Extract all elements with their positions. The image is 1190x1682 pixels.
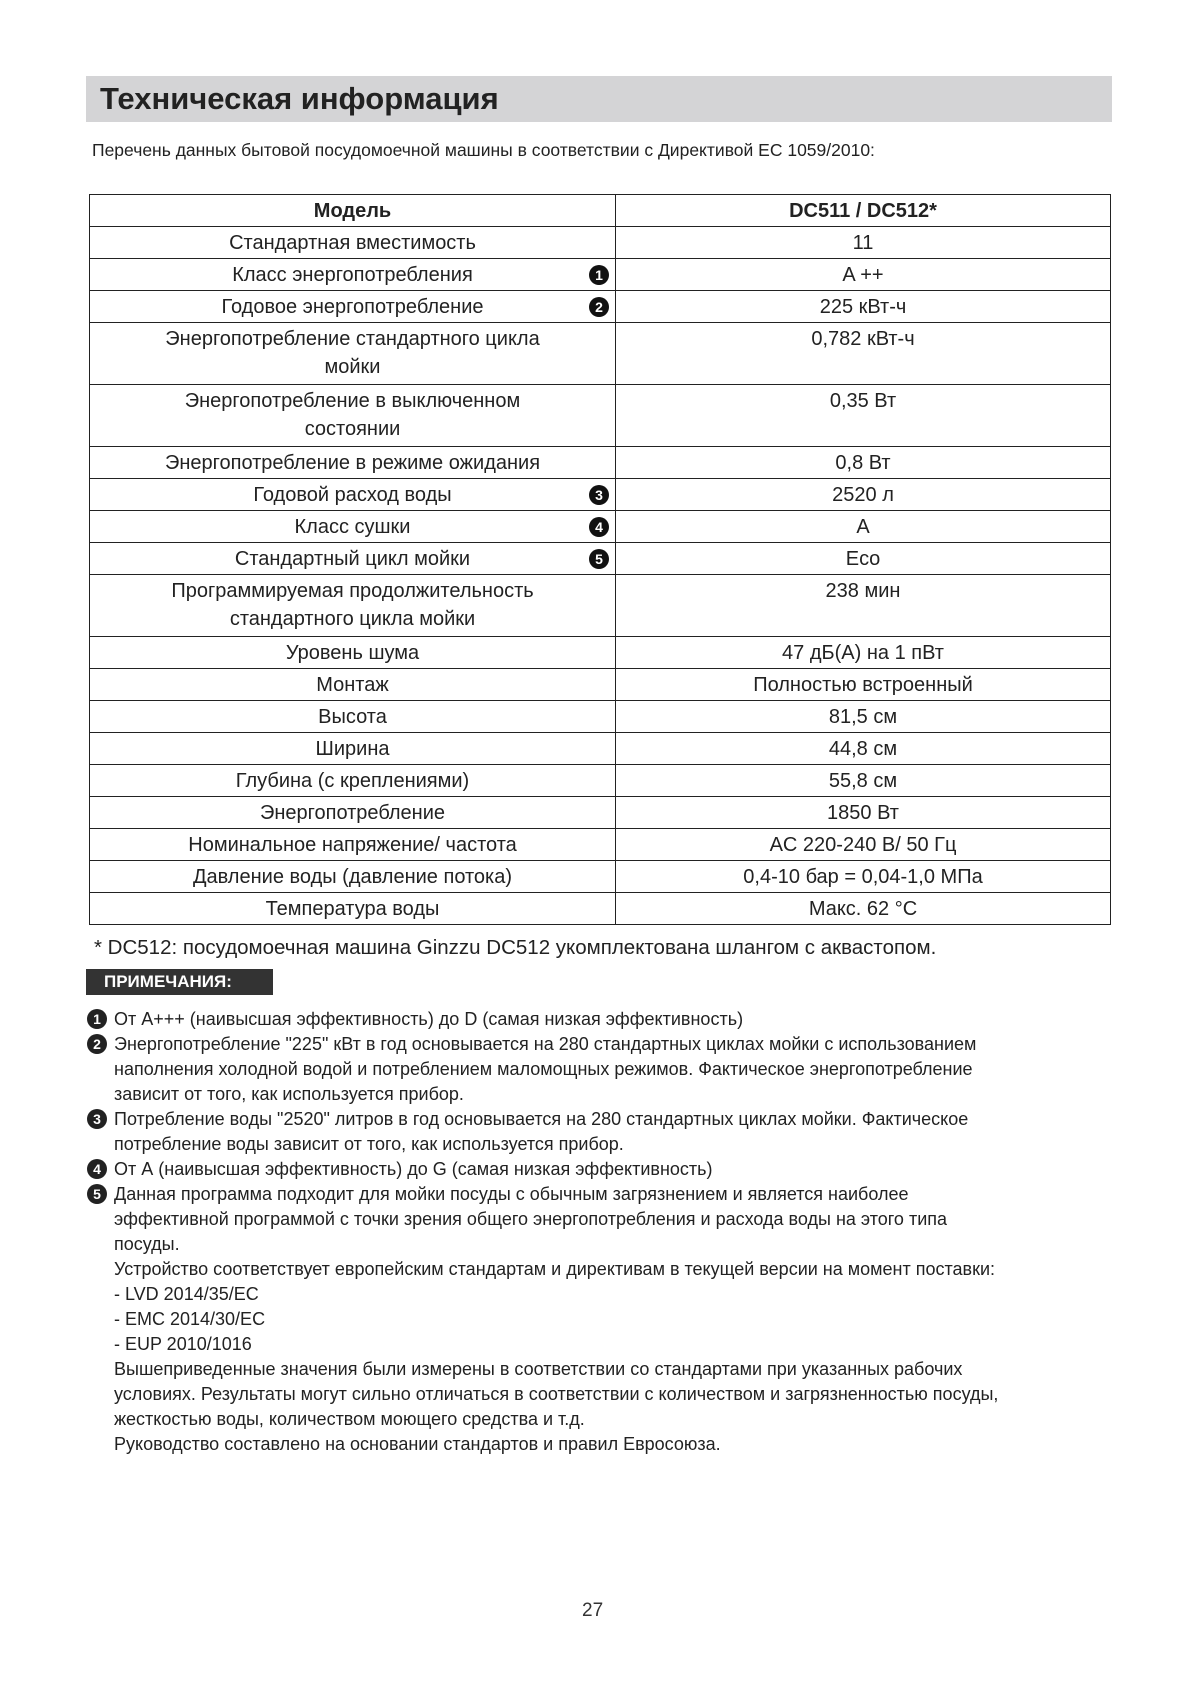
- note-row: [86, 1232, 1112, 1257]
- table-row: [90, 291, 1111, 323]
- subtitle: Перечень данных бытовой посудомоечной машины в соответствии с Директивой ЕС 1059/2010:: [92, 140, 875, 160]
- row-label-text: Класс энергопотребления: [232, 264, 473, 286]
- row-label-text: Стандартная вместимость: [229, 232, 476, 254]
- table-row: [90, 829, 1111, 861]
- row-label-text: Температура воды: [265, 898, 440, 920]
- note-line: условиях. Результаты могут сильно отличаться в соответствии с количеством и загрязненностью посуды,: [114, 1384, 999, 1404]
- note-line: - EUP 2010/1016: [114, 1334, 252, 1354]
- note-row: [86, 1007, 1112, 1032]
- row-value: A ++: [616, 259, 1111, 291]
- note-number-badge-icon: 1: [589, 265, 609, 285]
- row-label-text: Класс сушки: [294, 516, 411, 538]
- row-label-text: Годовое энергопотребление: [221, 296, 484, 318]
- note-number-badge-icon: 3: [87, 1109, 107, 1129]
- row-label: [90, 861, 616, 893]
- table-row: [90, 323, 1111, 385]
- note-badge-slot: [86, 1432, 114, 1457]
- note-line: жесткостью воды, количеством моющего средства и т.д.: [114, 1409, 585, 1429]
- note-badge-slot: [86, 1357, 114, 1382]
- row-value: AC 220-240 В/ 50 Гц: [616, 829, 1111, 861]
- row-label-text: Энергопотребление: [259, 802, 446, 824]
- row-label-text: Программируемая продолжительность стандартного цикла мойки: [171, 580, 534, 630]
- table-row: [90, 637, 1111, 669]
- table-row: [90, 733, 1111, 765]
- note-line: Данная программа подходит для мойки посуды с обычным загрязнением и является наиболее: [114, 1184, 909, 1204]
- row-label: [90, 797, 616, 829]
- note-number-badge-icon: 2: [87, 1034, 107, 1054]
- note-badge-slot: [86, 1082, 114, 1107]
- row-label: [90, 733, 616, 765]
- row-label-text: Глубина (с креплениями): [235, 770, 470, 792]
- note-badge-slot: [86, 1332, 114, 1357]
- note-badge-slot: [86, 1307, 114, 1332]
- note-line: - EMC 2014/30/EC: [114, 1309, 266, 1329]
- note-row: [86, 1307, 1112, 1332]
- row-label-text: Номинальное напряжение/ частота: [188, 834, 517, 856]
- note-row: [86, 1207, 1112, 1232]
- row-label: [90, 701, 616, 733]
- note-badge-slot: [86, 1132, 114, 1157]
- note-line: Руководство составлено на основании стандартов и правил Евросоюза.: [114, 1434, 721, 1454]
- note-line: наполнения холодной водой и потреблением маломощных режимов. Фактическое энергопотребление: [114, 1059, 973, 1079]
- page-title: Техническая информация: [100, 81, 499, 116]
- row-label: [90, 511, 616, 543]
- note-line: посуды.: [114, 1234, 180, 1254]
- note-badge-slot: [86, 1257, 114, 1282]
- note-line: Потребление воды "2520" литров в год основывается на 280 стандартных циклах мойки. Фактическое: [114, 1109, 969, 1129]
- note-row: [86, 1257, 1112, 1282]
- row-value: 0,8 Вт: [616, 447, 1111, 479]
- notes-list: [86, 1007, 1112, 1457]
- note-badge-slot: [86, 1157, 114, 1182]
- spec-table: [89, 194, 1111, 925]
- row-value: 81,5 см: [616, 701, 1111, 733]
- note-line: Энергопотребление "225" кВт в год основывается на 280 стандартных циклах мойки с использованием: [114, 1034, 977, 1054]
- note-row: [86, 1057, 1112, 1082]
- row-label-text: Стандартный цикл мойки: [234, 548, 471, 570]
- note-line: Устройство соответствует европейским стандартам и директивам в текущей версии на момент поставки:: [114, 1259, 996, 1279]
- note-row: [86, 1132, 1112, 1157]
- row-label: [90, 227, 616, 259]
- row-value: 0,4-10 бар = 0,04-1,0 МПа: [616, 861, 1111, 893]
- row-label: [90, 479, 616, 511]
- table-row: [90, 861, 1111, 893]
- note-number-badge-icon: 3: [589, 485, 609, 505]
- row-value: A: [616, 511, 1111, 543]
- page-content: [86, 76, 1112, 1457]
- row-value: 2520 л: [616, 479, 1111, 511]
- note-badge-slot: [86, 1007, 114, 1032]
- note-row: [86, 1357, 1112, 1382]
- table-row: [90, 227, 1111, 259]
- row-label-text: Энергопотребление стандартного цикла мойки: [165, 328, 540, 378]
- note-number-badge-icon: 2: [589, 297, 609, 317]
- note-line: потребление воды зависит от того, как используется прибор.: [114, 1134, 624, 1154]
- row-value: 238 мин: [616, 575, 1111, 637]
- row-value: 55,8 см: [616, 765, 1111, 797]
- row-label-text: Ширина: [315, 738, 390, 760]
- table-row: [90, 511, 1111, 543]
- row-label-text: Годовой расход воды: [253, 484, 452, 506]
- note-number-badge-icon: 1: [87, 1009, 107, 1029]
- row-label: [90, 543, 616, 575]
- row-label-text: Высота: [318, 706, 387, 728]
- row-label: [90, 893, 616, 925]
- note-line: - LVD 2014/35/EC: [114, 1284, 259, 1304]
- table-row: [90, 385, 1111, 447]
- row-label: [90, 447, 616, 479]
- note-badge-slot: [86, 1207, 114, 1232]
- header-label: Модель: [90, 195, 616, 227]
- row-value: 44,8 см: [616, 733, 1111, 765]
- table-row: [90, 765, 1111, 797]
- note-number-badge-icon: 4: [87, 1159, 107, 1179]
- note-badge-slot: [86, 1107, 114, 1132]
- row-label: [90, 259, 616, 291]
- row-label-text: Уровень шума: [285, 642, 420, 664]
- table-row: [90, 669, 1111, 701]
- note-row: [86, 1082, 1112, 1107]
- note-row: [86, 1157, 1112, 1182]
- table-row: [90, 893, 1111, 925]
- row-value: 1850 Вт: [616, 797, 1111, 829]
- row-label-text: Давление воды (давление потока): [192, 866, 513, 888]
- note-badge-slot: [86, 1232, 114, 1257]
- row-value: Макс. 62 °C: [616, 893, 1111, 925]
- row-label: [90, 323, 616, 385]
- note-row: [86, 1382, 1112, 1407]
- row-label: [90, 575, 616, 637]
- note-line: От А+++ (наивысшая эффективность) до D (самая низкая эффективность): [114, 1009, 744, 1029]
- header-value: DC511 / DC512*: [616, 195, 1111, 227]
- note-line: эффективной программой с точки зрения общего энергопотребления и расхода воды на этого типа: [114, 1209, 948, 1229]
- footnote: * DC512: посудомоечная машина Ginzzu DC512 укомплектована шлангом с аквастопом.: [94, 936, 937, 959]
- row-label-text: Монтаж: [316, 674, 389, 696]
- note-line: От А (наивысшая эффективность) до G (самая низкая эффективность): [114, 1159, 713, 1179]
- table-row: [90, 259, 1111, 291]
- row-label: [90, 765, 616, 797]
- row-value: Eco: [616, 543, 1111, 575]
- note-line: зависит от того, как используется прибор.: [114, 1084, 464, 1104]
- row-label: [90, 291, 616, 323]
- note-badge-slot: [86, 1057, 114, 1082]
- table-row: [90, 479, 1111, 511]
- row-label-text: Энергопотребление в выключенном состоянии: [184, 390, 521, 440]
- note-row: [86, 1432, 1112, 1457]
- row-value: Полностью встроенный: [616, 669, 1111, 701]
- table-row: [90, 575, 1111, 637]
- title-bar: [86, 76, 1112, 122]
- table-row: [90, 701, 1111, 733]
- note-line: Вышеприведенные значения были измерены в соответствии со стандартами при указанных рабочих: [114, 1359, 963, 1379]
- note-row: [86, 1282, 1112, 1307]
- note-badge-slot: [86, 1282, 114, 1307]
- table-row: [90, 543, 1111, 575]
- note-badge-slot: [86, 1032, 114, 1057]
- note-row: [86, 1407, 1112, 1432]
- note-row: [86, 1182, 1112, 1207]
- note-number-badge-icon: 5: [589, 549, 609, 569]
- row-label: [90, 637, 616, 669]
- notes-heading: ПРИМЕЧАНИЯ:: [86, 969, 273, 995]
- row-label-text: Энергопотребление в режиме ожидания: [164, 452, 541, 474]
- row-value: 225 кВт-ч: [616, 291, 1111, 323]
- note-number-badge-icon: 4: [589, 517, 609, 537]
- note-row: [86, 1332, 1112, 1357]
- page-number: 27: [582, 1600, 604, 1621]
- note-badge-slot: [86, 1382, 114, 1407]
- table-row: [90, 447, 1111, 479]
- row-value: 0,782 кВт-ч: [616, 323, 1111, 385]
- row-value: 0,35 Вт: [616, 385, 1111, 447]
- table-header-row: [90, 195, 1111, 227]
- row-label: [90, 385, 616, 447]
- row-label: [90, 669, 616, 701]
- row-value: 47 дБ(А) на 1 пВт: [616, 637, 1111, 669]
- row-label: [90, 829, 616, 861]
- note-row: [86, 1107, 1112, 1132]
- note-row: [86, 1032, 1112, 1057]
- table-row: [90, 797, 1111, 829]
- note-number-badge-icon: 5: [87, 1184, 107, 1204]
- row-value: 11: [616, 227, 1111, 259]
- note-badge-slot: [86, 1182, 114, 1207]
- note-badge-slot: [86, 1407, 114, 1432]
